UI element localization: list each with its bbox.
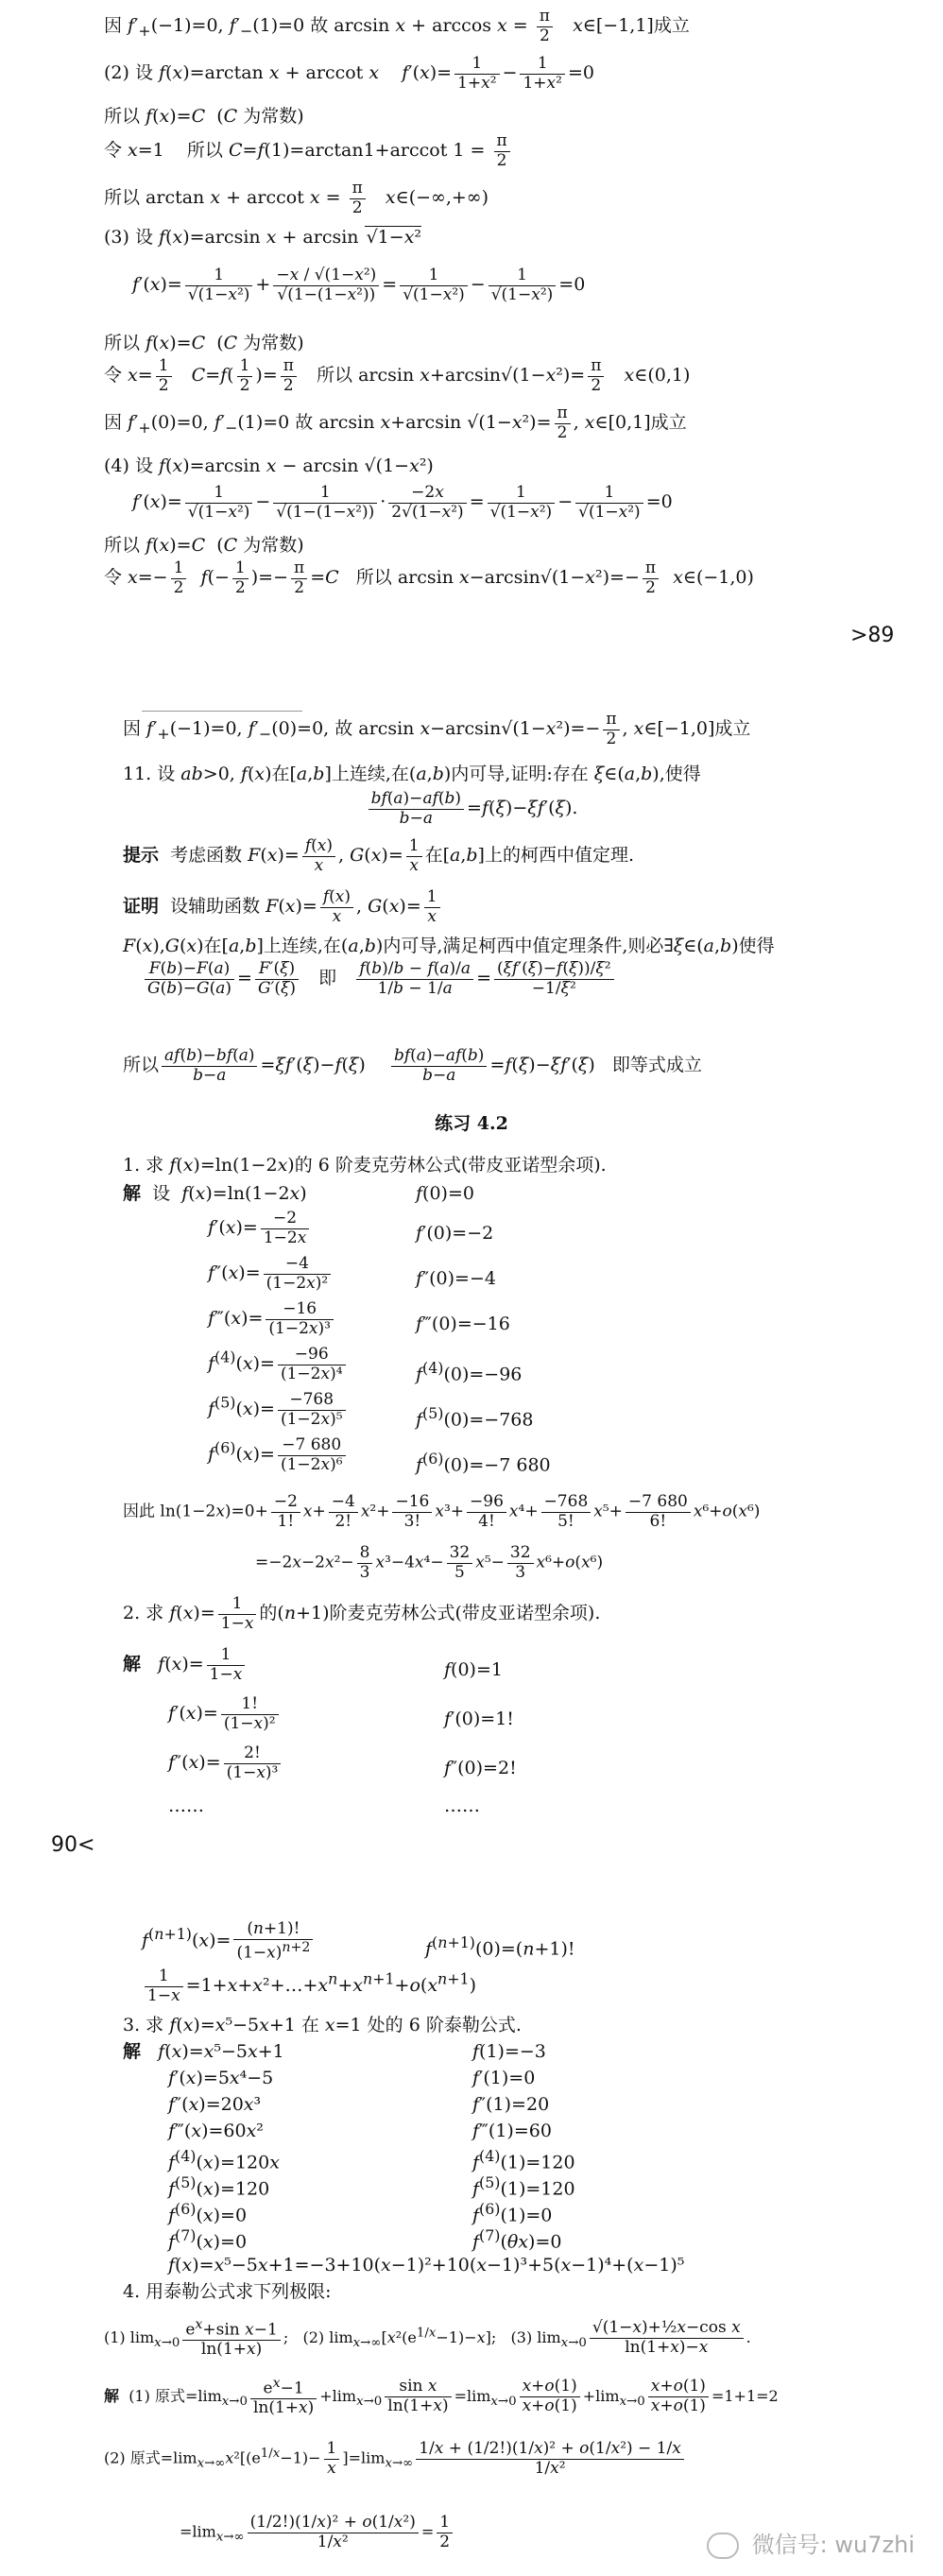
text-line-31: $f^{(6)}(x)=$ $\frac{-7 680}{\text{(1−2x)⁶}}$ $f^{(6)}(0)=-7$ 680: [208, 1435, 551, 1476]
text-line-20: F(x),G(x)在[a,b]上连续,在(a,b)内可导,满足柯西中值定理条件,则必∃ξ∈(a,b)使得: [123, 936, 775, 956]
page-number-90: 90<: [51, 1833, 95, 1857]
text-line-22: 所以 $\frac{af(b)-bf(a)}{b-a}$ =ξf′(ξ)−f(ξ) $\frac{bf(a)-af(b)}{b-a}$ =f(ξ)−ξf′(ξ) 即等式成立: [123, 1046, 702, 1085]
text-line-44: f″(x)=20x³ f″(1)=20: [168, 2094, 550, 2115]
text-line-29: $f^{(4)}(x)=$ $\frac{-96}{\text{(1−2x)⁴}}$ $f^{(4)}(0)=-96$: [208, 1345, 523, 1385]
text-line-6: (3) 设 f(x)=arcsin x + arcsin √1−x²: [104, 227, 422, 248]
text-line-50: f(x)=x⁵−5x+1=−3+10(x−1)²+10(x−1)³+5(x−1)⁴+(x−1)⁵: [168, 2255, 685, 2275]
text-line-21: $\frac{F(b)-F(a)}{G(b)-G(a)}$ = $\frac{F'(\xi)}{G'(\xi)}$ 即 $\frac{f(b)/b - f(a)/a}{1/b - 1/a}$ = $\frac{\text{(ξf′(ξ)−f(ξ))/ξ²}}{\text{−1/ξ²}}$: [142, 960, 943, 998]
text-line-13: 所以 f(x)=C (C 为常数): [104, 535, 304, 556]
text-line-11: (4) 设 f(x)=arcsin x − arcsin √(1−x²): [104, 455, 434, 476]
text-line-55: $=\lim_{x\to\infty}$ $\frac{\text{(1/2!)(1/x)² + o(1/x²)}}{\text{1/x²}}$ = $\frac{1}{2}$: [180, 2514, 943, 2551]
text-line-34: 2. 求 f(x)= $\frac{1}{1-x}$ 的(n+1)阶麦克劳林公式(带皮亚诺型余项).: [123, 1594, 601, 1633]
text-line-48: $f^{(6)}(x)=0$ $f^{(6)}(1)=0$: [168, 2200, 553, 2226]
text-line-43: f′(x)=5x⁴−5 f′(1)=0: [168, 2068, 536, 2088]
text-line-28: f‴(x)= $\frac{-16}{\text{(1−2x)³}}$ f‴(0)=−16: [208, 1299, 510, 1338]
text-line-24: 1. 求 f(x)=ln(1−2x)的 6 阶麦克劳林公式(带皮亚诺型余项).: [123, 1155, 607, 1176]
section-title-4-2: 练习 4.2: [435, 1113, 508, 1134]
text-line-7: f′(x)= $\frac{1}{\text{√(1−x²)}}$ + $\frac{\text{−x / √(1−x²)}}{\text{√(1−(1−x²))}}$ = $\frac{1}{\text{√(1−x²)}}$ − $\frac{1}{\text{√(1−x²)}}$ =0: [132, 266, 586, 304]
text-line-51: 4. 用泰勒公式求下列极限:: [123, 2281, 332, 2302]
text-line-41: 3. 求 f(x)=x⁵−5x+1 在 x=1 处的 6 阶泰勒公式.: [123, 2015, 522, 2035]
text-line-9: 令 x= $\frac{1}{2}$ C=f( $\frac{1}{2}$ )= $\frac{\pi}{2}$ 所以 arcsin x+arcsin√(1−x²)= $\frac{\pi}{2}$ x∈(0,1): [104, 356, 691, 395]
text-line-45: f‴(x)=60x² f‴(1)=60: [168, 2121, 552, 2141]
text-line-30: $f^{(5)}(x)=$ $\frac{-768}{\text{(1−2x)⁵}}$ $f^{(5)}(0)=-768$: [208, 1390, 534, 1431]
text-line-53: 解 (1) 原式$=\lim_{x\to 0}$ $\frac{e^x-1}{\ln(1+x)}$ $+\lim_{x\to 0}$ $\frac{\text{sin x}}{\ln(1+x)}$ $=\lim_{x\to 0}$ $\frac{x+o(1)}{x+o(1)}$ $+\lim_{x\to 0}$ $\frac{x+o(1)}{x+o(1)}$ =1+1=2: [104, 2376, 779, 2418]
watermark-text: 微信号: wu7zhi: [751, 2532, 915, 2558]
page-number-89: >89: [850, 624, 895, 647]
text-line-46: $f^{(4)}(x)=120x$ $f^{(4)}(1)=120$: [168, 2147, 575, 2173]
text-line-14: 令 x=− $\frac{1}{2}$ f(− $\frac{1}{2}$ )=− $\frac{\pi}{2}$ =C 所以 arcsin x−arcsin√(1−x²)=− $\frac{\pi}{2}$ x∈(−1,0): [104, 558, 754, 597]
text-line-1: 因 $f'_+(-1)=0$, $f'_-(1)=0$ 故 arcsin x + arccos x = $\frac{\pi}{2}$ x∈[−1,1]成立: [104, 7, 690, 45]
text-line-15: 因 $f'_+(-1)=0$, $f'_-(0)=0$, 故 arcsin x−arcsin√(1−x²)=− $\frac{\pi}{2}$ , x∈[−1,0]成立: [123, 710, 751, 748]
text-line-38: …… ……: [168, 1795, 480, 1816]
text-line-35: 解 f(x)= $\frac{1}{1-x}$ f(0)=1: [123, 1645, 503, 1684]
text-line-26: f′(x)= $\frac{-2}{1-2x}$ f′(0)=−2: [208, 1209, 494, 1247]
wechat-icon: [707, 2533, 739, 2559]
text-line-25: 解 设 f(x)=ln(1−2x) f(0)=0: [123, 1183, 474, 1204]
text-line-16: 11. 设 ab>0, f(x)在[a,b]上连续,在(a,b)内可导,证明:存在 ξ∈(a,b),使得: [123, 764, 701, 784]
watermark: [707, 2526, 915, 2559]
text-line-40: $\frac{1}{1-x}$ $=1+x+x^2+\dots+x^n+x^{n+1}+o(x^{n+1})$: [142, 1967, 943, 2005]
text-line-19: 证明 设辅助函数 F(x)= $\frac{f(x)}{x}$ , G(x)= $\frac{1}{x}$: [123, 888, 943, 926]
text-line-47: $f^{(5)}(x)=120$ $f^{(5)}(1)=120$: [168, 2173, 575, 2200]
text-line-12: f′(x)= $\frac{1}{\text{√(1−x²)}}$ − $\frac{1}{\text{√(1−(1−x²))}}$ · $\frac{-2x}{\text{2√(1−x²)}}$ = $\frac{1}{\text{√(1−x²)}}$ − $\frac{1}{\text{√(1−x²)}}$ =0: [132, 483, 673, 522]
text-line-37: f″(x)= $\frac{2!}{\text{(1−x)³}}$ f″(0)=2!: [168, 1743, 517, 1782]
text-line-52: (1) $\lim_{x\to 0}$ $\frac{e^x+\sin x-1}{\ln(1+x)}$ ; (2) $\lim_{x\to\infty}[x^2(e^{1/x}-1)-x]$; (3) $\lim_{x\to 0}$ $\frac{\text{√(1−x)+½x−cos x}}{\ln(1+x)-x}$ .: [104, 2317, 751, 2360]
text-line-36: f′(x)= $\frac{1!}{\text{(1−x)²}}$ f′(0)=1!: [168, 1694, 514, 1733]
text-line-8: 所以 f(x)=C (C 为常数): [104, 333, 304, 353]
text-line-54: (2) 原式$=\lim_{x\to\infty}x^2[(e^{1/x}-1)-$ $\frac{1}{x}$ ]$=\lim_{x\to\infty}$ $\frac{\text{1/x + (1/2!)(1/x)² + o(1/x²) − 1/x}}{\text{1/x²}}$: [104, 2440, 943, 2478]
text-line-27: f″(x)= $\frac{-4}{\text{(1−2x)²}}$ f″(0)=−4: [208, 1254, 496, 1293]
text-line-39: $f^{(n+1)}(x)=$ $\frac{(n+1)!}{(1-x)^{n+2}}$ $f^{(n+1)}(0)=(n+1)$!: [142, 1919, 575, 1963]
text-line-49: $f^{(7)}(x)=0$ $f^{(7)}(\theta x)=0$: [168, 2226, 562, 2253]
text-line-18: 提示 考虑函数 F(x)= $\frac{f(x)}{x}$ , G(x)= $\frac{1}{x}$ 在[a,b]上的柯西中值定理.: [123, 836, 634, 875]
text-line-5: 所以 arctan x + arccot x = $\frac{\pi}{2}$ x∈(−∞,+∞): [104, 179, 489, 217]
text-line-4: 令 x=1 所以 C=f(1)=arctan1+arccot 1 = $\frac{\pi}{2}$: [104, 132, 943, 170]
text-line-10: 因 $f'_+(0)=0$, $f'_-(1)=0$ 故 arcsin x+arcsin √(1−x²)= $\frac{\pi}{2}$ , x∈[0,1]成立: [104, 404, 687, 442]
text-line-2: (2) 设 f(x)=arctan x + arccot x f′(x)= $\frac{1}{\text{1+x²}}$ − $\frac{1}{\text{1+x²}}$ =0: [104, 54, 594, 93]
text-line-33: =−2x−2x²− $\frac{8}{3}$ x³−4x⁴− $\frac{32}{5}$ x⁵− $\frac{32}{3}$ x⁶+o(x⁶): [255, 1543, 604, 1582]
text-line-32: 因此 ln(1−2x)=0+ $\frac{-2}{1!}$ x+ $\frac{-4}{2!}$ x²+ $\frac{-16}{3!}$ x³+ $\frac{-96}{4!}$ x⁴+ $\frac{-768}{5!}$ x⁵+ $\frac{-7 680}{6!}$ x⁶+o(x⁶): [123, 1492, 761, 1531]
text-line-17: $\frac{bf(a)-af(b)}{b-a}$ =f(ξ)−ξf′(ξ).: [0, 790, 943, 828]
text-line-3: 所以 f(x)=C (C 为常数): [104, 106, 304, 127]
text-line-42: 解 f(x)=x⁵−5x+1 f(1)=−3: [123, 2041, 546, 2062]
